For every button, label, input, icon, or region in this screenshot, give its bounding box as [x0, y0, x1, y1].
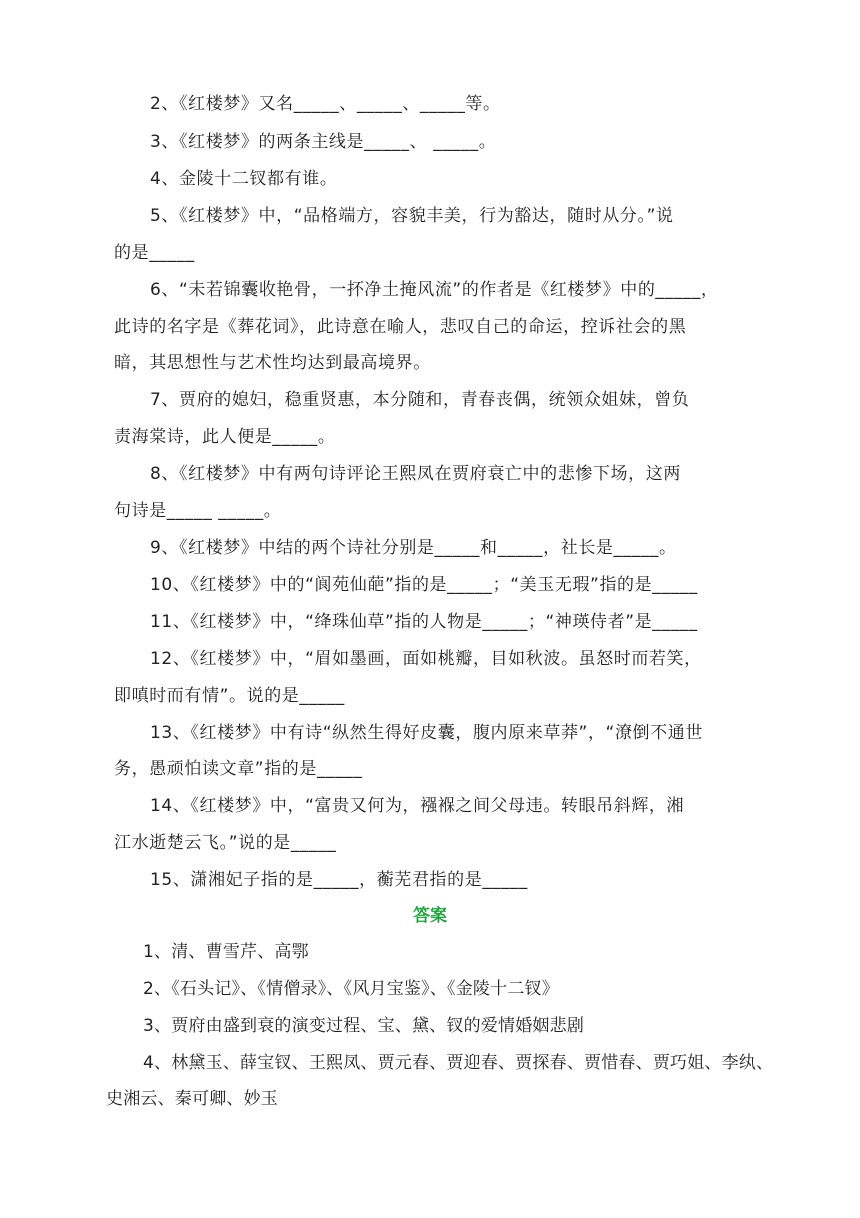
question-6-cont-2: 暗，其思想性与艺术性均达到最高境界。: [114, 353, 431, 373]
question-6: 6、“未若锦囊收艳骨，一抔净土掩风流”的作者是《红楼梦》中的_____，: [150, 280, 719, 300]
answer-heading: 答案: [413, 906, 447, 926]
question-5: 5、《红楼梦》中，“品格端方，容貌丰美，行为豁达，随时从分。”说: [150, 206, 674, 226]
question-3: 3、《红楼梦》的两条主线是_____、 _____。: [150, 132, 497, 152]
question-4: 4、金陵十二钗都有谁。: [150, 169, 338, 189]
question-5-cont: 的是_____: [114, 243, 195, 263]
question-6-cont-1: 此诗的名字是《葬花词》，此诗意在喻人，悲叹自己的命运，控诉社会的黑: [114, 317, 687, 337]
question-8-cont: 句诗是_____ _____。: [114, 501, 282, 521]
question-12: 12、《红楼梦》中，“眉如墨画，面如桃瓣，目如秋波。虽怒时而若笑，: [150, 649, 702, 669]
question-14: 14、《红楼梦》中，“富贵又何为，襁褓之间父母违。转眼吊斜辉，湘: [150, 796, 685, 816]
question-12-cont: 即嗔时而有情”。说的是_____: [114, 686, 345, 706]
answer-2: 2、《石头记》、《情僧录》、《风月宝鉴》、《金陵十二钗》: [143, 979, 559, 999]
question-14-cont: 江水逝楚云飞。”说的是_____: [114, 833, 337, 853]
answer-4: 4、林黛玉、薛宝钗、王熙凤、贾元春、贾迎春、贾探春、贾惜春、贾巧姐、李纨、: [143, 1053, 774, 1073]
question-8: 8、《红楼梦》中有两句诗评论王熙凤在贾府衰亡中的悲惨下场，这两: [150, 464, 681, 484]
answer-1: 1、清、曹雪芹、高鄂: [143, 942, 309, 962]
question-11: 11、《红楼梦》中，“绛珠仙草”指的人物是_____；“神瑛侍者”是_____: [150, 612, 698, 632]
answer-4-cont: 史湘云、秦可卿、妙玉: [106, 1089, 278, 1109]
question-15: 15、潇湘妃子指的是_____，蘅芜君指的是_____: [150, 870, 528, 890]
question-2: 2、《红楼梦》又名_____、_____、_____等。: [150, 94, 501, 114]
question-13-cont: 务，愚顽怕读文章”指的是_____: [114, 759, 363, 779]
question-9: 9、《红楼梦》中结的两个诗社分别是_____和_____，社长是_____。: [150, 538, 677, 558]
question-10: 10、《红楼梦》中的“阆苑仙葩”指的是_____；“美玉无瑕”指的是_____: [150, 575, 698, 595]
answer-3: 3、贾府由盛到衰的演变过程、宝、黛、钗的爱情婚姻悲剧: [143, 1016, 585, 1036]
question-7-cont: 责海棠诗，此人便是_____。: [114, 427, 336, 447]
question-13: 13、《红楼梦》中有诗“纵然生得好皮囊，腹内原来草莽”，“潦倒不通世: [150, 723, 703, 743]
question-7: 7、贾府的媳妇，稳重贤惠，本分随和，青春丧偶，统领众姐妹，曾负: [150, 390, 690, 410]
